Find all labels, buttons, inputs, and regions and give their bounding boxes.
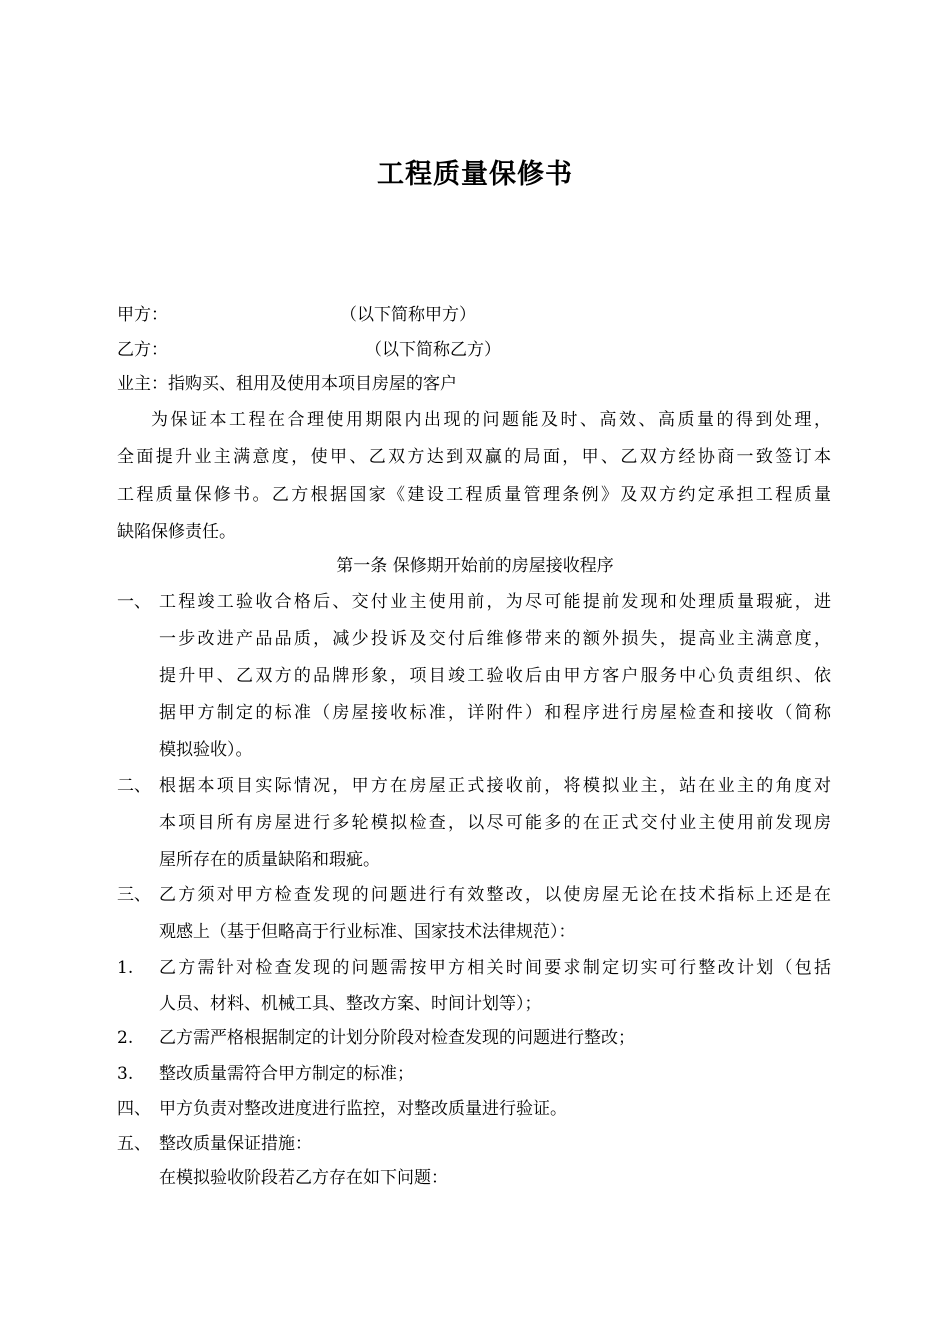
list-item-line: 人员、材料、机械工具、整改方案、时间计划等）； [159, 994, 542, 1014]
party-b-label: 乙方： [117, 340, 168, 360]
list-marker: 一、 [117, 592, 151, 612]
list-marker: 二、 [117, 776, 151, 796]
list-item-line: 乙方需严格根据制定的计划分阶段对检查发现的问题进行整改； [159, 1028, 635, 1048]
list-item-line: 观感上（基于但略高于行业标准、国家技术法律规范）： [159, 922, 576, 942]
party-a-label: 甲方： [117, 305, 168, 325]
trailing-line: 在模拟验收阶段若乙方存在如下问题： [159, 1168, 448, 1188]
list-item-line: 甲方负责对整改进度进行监控，对整改质量进行验证。 [159, 1099, 567, 1119]
list-item-line: 整改质量保证措施： [159, 1134, 312, 1154]
party-a-note: （以下简称甲方） [340, 305, 476, 325]
list-item-line: 提升甲、乙双方的品牌形象，项目竣工验收后由甲方客户服务中心负责组织、依 [159, 666, 831, 686]
list-item-line: 根据本项目实际情况，甲方在房屋正式接收前，将模拟业主，站在业主的角度对 [159, 776, 831, 796]
list-marker: 1. [117, 958, 134, 978]
list-item-line: 本项目所有房屋进行多轮模拟检查，以尽可能多的在正式交付业主使用前发现房 [159, 813, 831, 833]
list-item-line: 模拟验收）。 [159, 740, 253, 760]
list-item-line: 一步改进产品品质，减少投诉及交付后维修带来的额外损失，提高业主满意度， [159, 629, 831, 649]
list-item-line: 乙方需针对检查发现的问题需按甲方相关时间要求制定切实可行整改计划（包括 [159, 958, 831, 978]
list-marker: 2. [117, 1028, 134, 1048]
list-item-line: 工程竣工验收合格后、交付业主使用前，为尽可能提前发现和处理质量瑕疵，进 [159, 592, 831, 612]
list-marker: 3. [117, 1064, 134, 1084]
list-item-line: 乙方须对甲方检查发现的问题进行有效整改，以使房屋无论在技术指标上还是在 [159, 885, 831, 905]
owner-definition: 业主：指购买、租用及使用本项目房屋的客户 [117, 374, 457, 394]
list-marker: 三、 [117, 885, 151, 905]
list-marker: 五、 [117, 1134, 151, 1154]
intro-line: 全面提升业主满意度，使甲、乙双方达到双赢的局面，甲、乙双方经协商一致签订本 [117, 447, 831, 467]
list-marker: 四、 [117, 1099, 151, 1119]
article-heading: 第一条 保修期开始前的房屋接收程序 [336, 556, 614, 576]
intro-line: 为保证本工程在合理使用期限内出现的问题能及时、高效、高质量的得到处理， [151, 410, 831, 430]
document-title: 工程质量保修书 [377, 159, 573, 190]
intro-line: 工程质量保修书。乙方根据国家《建设工程质量管理条例》及双方约定承担工程质量 [117, 485, 831, 505]
list-item-line: 整改质量需符合甲方制定的标准； [159, 1064, 414, 1084]
party-b-note: （以下简称乙方） [365, 340, 501, 360]
list-item-line: 屋所存在的质量缺陷和瑕疵。 [159, 850, 380, 870]
intro-line: 缺陷保修责任。 [117, 522, 236, 542]
list-item-line: 据甲方制定的标准（房屋接收标准，详附件）和程序进行房屋检查和接收（简称 [159, 703, 831, 723]
